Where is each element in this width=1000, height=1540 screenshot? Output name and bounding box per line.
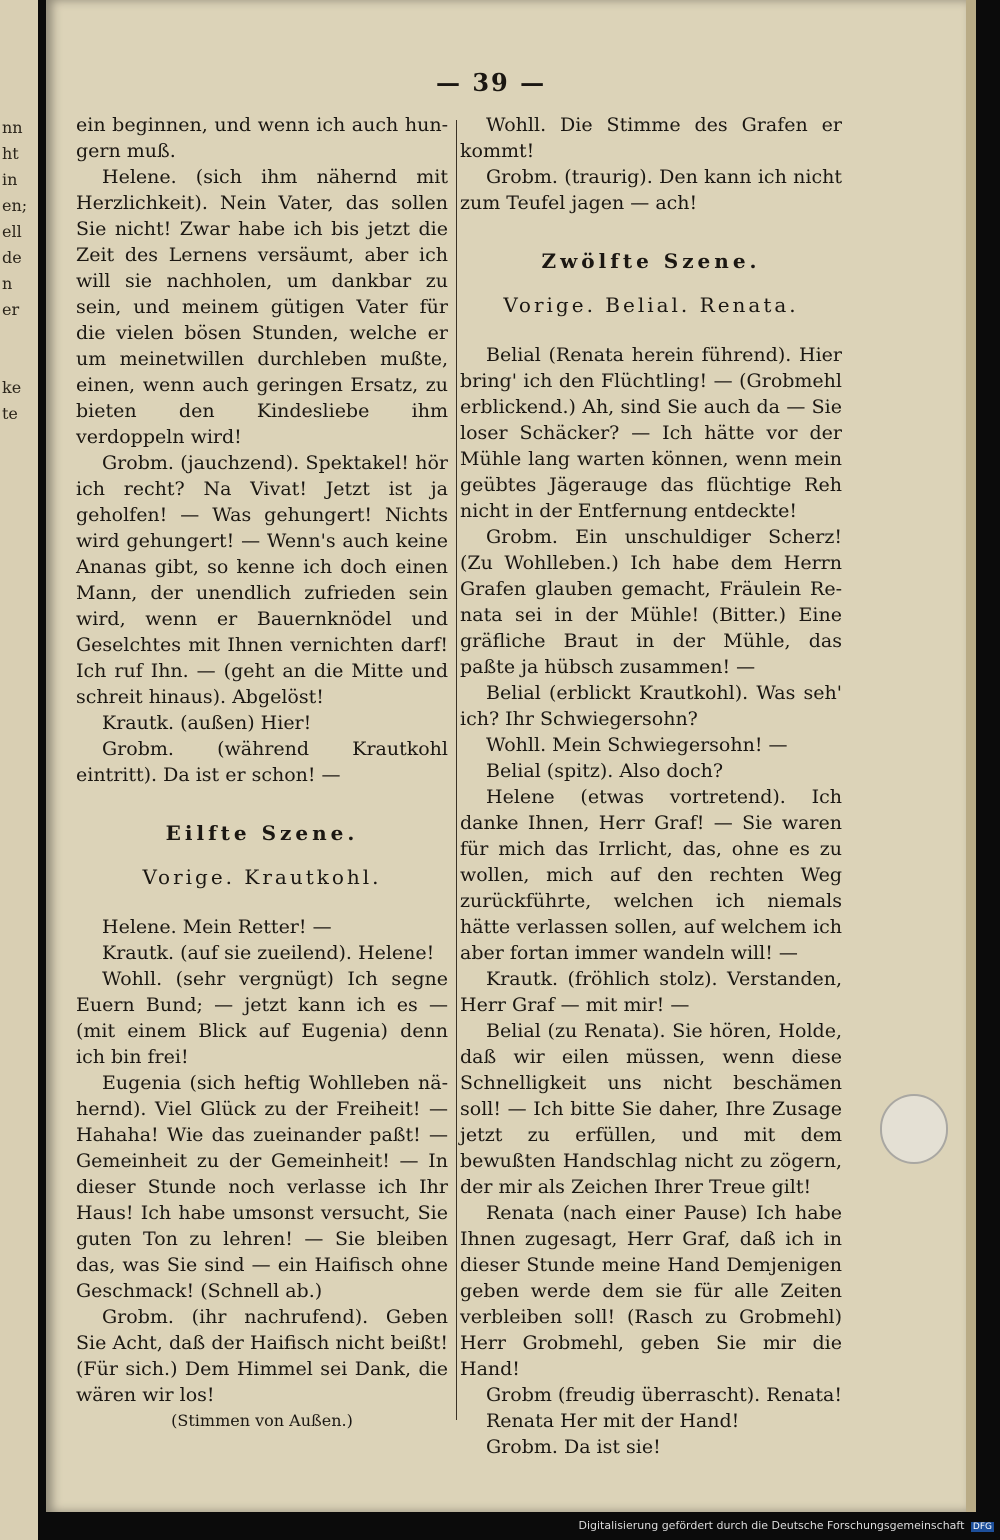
cast-list-eleven: Vorige. Krautkohl. (142, 865, 382, 889)
page-tab-marker (880, 1094, 948, 1164)
prev-fragment: de (2, 248, 22, 267)
right-paragraph-5: Belial (erblickt Krautkohl). Was seh' ich? Ihr Schwiegersohn? (460, 682, 842, 730)
scene-title-twelve: Zwölfte Szene. (541, 249, 761, 273)
right-paragraph-9: Krautk. (fröhlich stolz). Verstanden, Herr Graf — mit mir! — (460, 968, 842, 1016)
prev-fragment: in (2, 170, 18, 189)
prev-fragment: n (2, 274, 13, 293)
prev-fragment: nn (2, 118, 23, 137)
page-number: — 39 — (436, 68, 547, 97)
left-paragraph-1: ein beginnen, und wenn ich auch hungern muß. (76, 114, 448, 162)
right-paragraph-4: Grobm. Ein unschuldiger Scherz! (Zu Wohlleben.) Ich habe dem Herrn Grafen glauben gemacht, Fräulein Renata sei in der Mühle! (Bitter.) Eine gräfliche Braut in der Mühle, das paßte ja hübsch zusammen! — (460, 526, 842, 678)
dfg-logo: DFG (972, 1522, 992, 1532)
right-paragraph-13: Renata Her mit der Hand! (486, 1410, 740, 1432)
prev-fragment: er (2, 300, 20, 319)
left-paragraph-2: Helene. (sich ihm nähernd mit Herzlichkeit). Nein Vater, das sollen Sie nicht! Zwar habe ich bis jetzt die Zeit des Lernens versäumt, aber ich will sie nachholen, um dankbar zu sein, und meinem gütigen Vater für die vielen bösen Stunden, welche er um meinetwillen durchleben mußte, einen, wenn auch geringen Ersatz, zu bieten den Kindesliebe ihm verdoppeln wird! (76, 166, 448, 448)
right-paragraph-10: Belial (zu Renata). Sie hören, Holde, daß wir eilen müssen, wenn diese Schnelligkeit uns nicht beschämen soll! — Ich bitte Sie daher, Ihre Zusage jetzt zu erfüllen, und mit dem bewußten Handschlag nicht zu zögern, der mir als Zeichen Ihrer Treue gilt! (460, 1020, 842, 1198)
left-paragraph-6: Helene. Mein Retter! — (102, 916, 332, 938)
previous-page-edge (0, 0, 38, 1540)
scene-title-eleven: Eilfte Szene. (165, 821, 359, 845)
right-paragraph-14: Grobm. Da ist sie! (486, 1436, 661, 1458)
right-paragraph-11: Renata (nach einer Pause) Ich habe Ihnen zugesagt, Herr Graf, daß ich in dieser Stunde meine Hand Demjenigen geben werde dem sie für alle Zeiten verbleiben soll! (Rasch zu Grobmehl) Herr Grobmehl, geben Sie mir die Hand! (460, 1202, 842, 1380)
prev-fragment: ell (2, 222, 22, 241)
left-paragraph-11: (Stimmen von Außen.) (171, 1411, 353, 1430)
left-paragraph-7: Krautk. (auf sie zueilend). Helene! (102, 942, 435, 964)
prev-fragment: ke (2, 378, 22, 397)
prev-fragment: te (2, 404, 18, 423)
book-page (46, 0, 976, 1512)
left-paragraph-4: Krautk. (außen) Hier! (102, 712, 312, 734)
digitization-credit (578, 1519, 994, 1532)
left-paragraph-8: Wohll. (sehr vergnügt) Ich segne Euern Bund; — jetzt kann ich es — (mit einem Blick auf Eugenia) denn ich bin frei! (76, 968, 448, 1068)
right-paragraph-6: Wohll. Mein Schwiegersohn! — (486, 734, 788, 756)
right-paragraph-7: Belial (spitz). Also doch? (486, 760, 724, 782)
right-column (460, 112, 842, 1460)
credit-text: Digitalisierung gefördert durch die Deutsche Forschungsgemeinschaft (578, 1519, 965, 1532)
right-paragraph-2: Grobm. (traurig). Den kann ich nicht zum Teufel jagen — ach! (460, 166, 842, 214)
column-divider (456, 120, 457, 1420)
right-paragraph-8: Helene (etwas vortretend). Ich danke Ihnen, Herr Graf! — Sie waren für mich das Irrlicht, das, ohne es zu wollen, mich auf den rechten Weg zurückführte, welchen ich niemals hätte verlassen sollen, auf welchem ich aber fortan immer wandeln will! — (460, 786, 842, 964)
prev-fragment: en; (2, 196, 28, 215)
right-paragraph-1: Wohll. Die Stimme des Grafen er kommt! (460, 114, 842, 162)
right-paragraph-3: Belial (Renata herein führend). Hier bring' ich den Flüchtling! — (Grobmehl erblickend.) Ah, sind Sie auch da — Sie loser Schäcker? — Ich hätte vor der Mühle lang warten können, wenn mein geübtes Jägerauge das flüchtige Reh nicht in der Entfernung entdeckte! (460, 344, 842, 522)
right-paragraph-12: Grobm (freudig überrascht). Renata! (486, 1384, 842, 1406)
left-paragraph-9: Eugenia (sich heftig Wohlleben nähernd). Viel Glück zu der Freiheit! — Hahaha! Wie das zueinander paßt! — Gemeinheit zu der Gemeinheit! — In dieser Stunde noch verlasse ich Ihr Haus! Ich habe umsonst versucht, Sie guten Ton zu lehren! — Sie bleiben das, was Sie sind — ein Haifisch ohne Geschmack! (Schnell ab.) (76, 1072, 448, 1302)
cast-list-twelve: Vorige. Belial. Renata. (503, 293, 799, 317)
prev-fragment: ht (2, 144, 19, 163)
left-paragraph-3: Grobm. (jauchzend). Spektakel! hör ich recht? Na Vivat! Jetzt ist ja geholfen! — Was gehungert! Nichts wird gehungert! — Wenn's auch keine Ananas gibt, so kenne ich doch einen Mann, der unendlich zufrieden sein wird, wenn er Bauernknödel und Geselchtes mit Ihnen vernichten darf! Ich ruf Ihn. — (geht an die Mitte und schreit hinaus). Abgelöst! (76, 452, 448, 708)
left-paragraph-10: Grobm. (ihr nachrufend). Geben Sie Acht, daß der Haifisch nicht beißt! (Für sich.) Dem Himmel sei Dank, die wären wir los! (76, 1306, 448, 1406)
left-paragraph-5: Grobm. (während Krautkohl eintritt). Da ist er schon! — (76, 738, 448, 786)
left-column (76, 112, 448, 1434)
